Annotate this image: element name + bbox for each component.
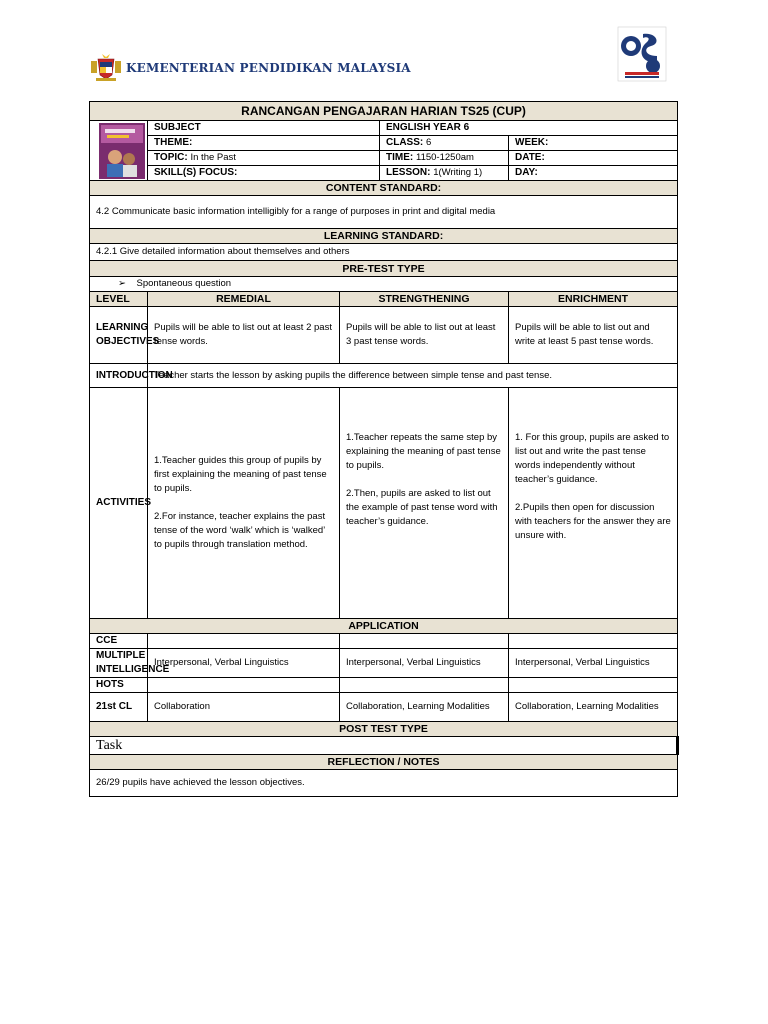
cce-enrichment <box>509 634 678 649</box>
subject-label: SUBJECT <box>148 121 380 136</box>
ministry-name: KEMENTERIAN PENDIDIKAN MALAYSIA <box>126 61 411 75</box>
time-label: TIME: <box>386 152 414 163</box>
time-value: 1150-1250am <box>416 152 474 163</box>
hots-label: HOTS <box>90 678 148 693</box>
activity-strengthening-step2: 2.Then, pupils are asked to list out the example of past tense word with teacher’s guidance. <box>346 488 498 527</box>
document-header <box>0 0 768 100</box>
day-label: DAY: <box>509 166 678 181</box>
activity-enrichment <box>509 388 678 619</box>
objectives-label-line2: OBJECTIVES <box>96 336 160 347</box>
post-test-text: Task <box>90 737 678 755</box>
activity-remedial <box>148 388 340 619</box>
application-heading: APPLICATION <box>90 619 678 634</box>
theme-label: THEME: <box>154 137 193 148</box>
mi-label-line2: INTELLIGENCE <box>96 664 170 675</box>
week-label: WEEK: <box>509 136 678 151</box>
learning-standard-heading: LEARNING STANDARD: <box>90 229 678 244</box>
activity-strengthening <box>340 388 509 619</box>
skill-label: SKILL(S) FOCUS: <box>154 167 238 178</box>
introduction-label: INTRODUCTION <box>90 364 148 388</box>
cce-remedial <box>148 634 340 649</box>
cl-label: 21st CL <box>90 693 148 722</box>
activity-enrichment-step1: 1. For this group, pupils are asked to list out and write the past tense words independently without teacher’s guidance. <box>515 432 670 485</box>
lesson-value: 1(Writing 1) <box>433 167 483 178</box>
class-value: 6 <box>426 137 432 148</box>
objective-strengthening: Pupils will be able to list out at least 3 past tense words. <box>340 307 509 364</box>
skill-cell <box>148 166 380 181</box>
hots-remedial <box>148 678 340 693</box>
textbook-cover-image <box>99 123 145 179</box>
textbook-cover <box>90 121 148 181</box>
level-label: LEVEL <box>90 292 148 307</box>
post-test-heading: POST TEST TYPE <box>90 722 678 737</box>
mi-remedial: Interpersonal, Verbal Linguistics <box>148 649 340 678</box>
enrichment-heading: ENRICHMENT <box>509 292 678 307</box>
mi-strengthening: Interpersonal, Verbal Linguistics <box>340 649 509 678</box>
topic-value: In the Past <box>190 152 236 163</box>
introduction-text: Teacher starts the lesson by asking pupils the difference between simple tense and past tense. <box>148 364 678 388</box>
hots-strengthening <box>340 678 509 693</box>
cl-enrichment: Collaboration, Learning Modalities <box>509 693 678 722</box>
activity-remedial-step2: 2.For instance, teacher explains the past tense of the word ‘walk’ which is ‘walked’ to pupils through translation method. <box>154 511 326 550</box>
topic-label: TOPIC: <box>154 152 188 163</box>
lesson-label: LESSON: <box>386 167 431 178</box>
remedial-heading: REMEDIAL <box>148 292 340 307</box>
hots-enrichment <box>509 678 678 693</box>
topic-cell <box>148 151 380 166</box>
mi-label-line1: MULTIPLE <box>96 650 146 661</box>
reflection-text: 26/29 pupils have achieved the lesson objectives. <box>90 770 678 797</box>
strengthening-heading: STRENGTHENING <box>340 292 509 307</box>
mi-enrichment: Interpersonal, Verbal Linguistics <box>509 649 678 678</box>
objectives-label-line1: LEARNING <box>96 322 149 333</box>
date-label: DATE: <box>509 151 678 166</box>
objective-enrichment: Pupils will be able to list out and write at least 5 past tense words. <box>509 307 678 364</box>
activity-strengthening-step1: 1.Teacher repeats the same step by explaining the meaning of past tense to pupils. <box>346 432 501 471</box>
pre-test-item-text: Spontaneous question <box>136 278 232 289</box>
cce-label: CCE <box>90 634 148 649</box>
lesson-cell <box>380 166 509 181</box>
subject-value: ENGLISH YEAR 6 <box>380 121 678 136</box>
class-cell <box>380 136 509 151</box>
learning-standard-text: 4.2.1 Give detailed information about themselves and others <box>90 244 678 261</box>
objectives-label <box>90 307 160 364</box>
content-standard-heading: CONTENT STANDARD: <box>90 181 678 196</box>
malaysia-crest-icon <box>90 53 122 83</box>
activities-label: ACTIVITIES <box>90 388 148 619</box>
theme-cell <box>148 136 380 151</box>
lesson-plan-table <box>89 101 679 797</box>
cl-remedial: Collaboration <box>148 693 340 722</box>
pre-test-heading: PRE-TEST TYPE <box>90 261 678 277</box>
ts25-logo-icon <box>617 26 667 82</box>
objective-remedial: Pupils will be able to list out at least 2 past tense words. <box>148 307 340 364</box>
content-standard-text: 4.2 Communicate basic information intelligibly for a range of purposes in print and digital media <box>90 196 678 229</box>
mi-label <box>90 649 170 678</box>
class-label: CLASS: <box>386 137 424 148</box>
cl-strengthening: Collaboration, Learning Modalities <box>340 693 509 722</box>
time-cell <box>380 151 509 166</box>
plan-title: RANCANGAN PENGAJARAN HARIAN TS25 (CUP) <box>90 102 678 121</box>
activity-remedial-step1: 1.Teacher guides this group of pupils by first explaining the meaning of past tense to pupils. <box>154 455 327 494</box>
cce-strengthening <box>340 634 509 649</box>
activity-enrichment-step2: 2.Pupils then open for discussion with teachers for the answer they are unsure with. <box>515 502 671 541</box>
pre-test-item <box>90 277 678 292</box>
bullet-arrow-icon: ➢ <box>118 278 126 289</box>
reflection-heading: REFLECTION / NOTES <box>90 755 678 770</box>
